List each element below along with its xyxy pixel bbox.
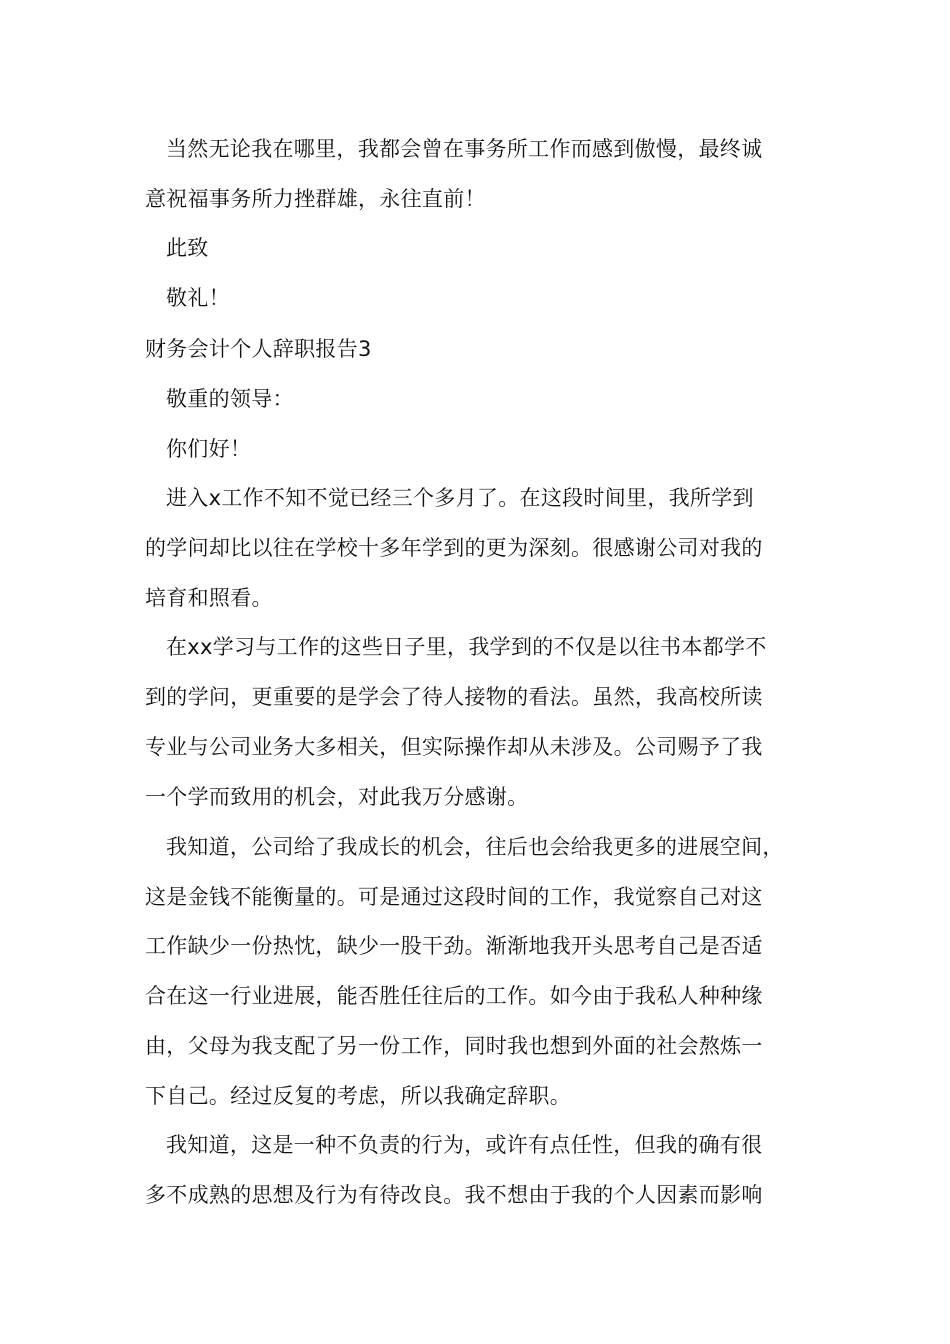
closing-salutation: 此致 <box>166 236 209 260</box>
closing-salutation: 敬礼！ <box>166 286 230 310</box>
text-line: 培育和照看。 <box>145 586 273 610</box>
text-line: 下自己。经过反复的考虑，所以我确定辞职。 <box>145 1084 571 1108</box>
text-line: 合在这一行业进展，能否胜任往后的工作。如今由于我私人种种缘 <box>145 984 763 1008</box>
text-line: 的学问却比以往在学校十多年学到的更为深刻。很感谢公司对我的 <box>145 536 763 560</box>
text-line: 工作缺少一份热忱，缺少一股干劲。渐渐地我开头思考自己是否适 <box>145 934 763 958</box>
text-line: 意祝福事务所力挫群雄，永往直前！ <box>145 187 486 211</box>
text-line: 在xx学习与工作的这些日子里，我学到的不仅是以往书本都学不 <box>166 635 767 659</box>
text-line: 专业与公司业务大多相关，但实际操作却从未涉及。公司赐予了我 <box>145 735 763 759</box>
greeting: 你们好！ <box>166 437 252 461</box>
text-line: 一个学而致用的机会，对此我万分感谢。 <box>145 785 529 809</box>
text-line: 我知道，公司给了我成长的机会，往后也会给我更多的进展空间， <box>166 835 784 859</box>
text-line: 由，父母为我支配了另一份工作，同时我也想到外面的社会熬炼一 <box>145 1034 763 1058</box>
text-line: 多不成熟的思想及行为有待改良。我不想由于我的个人因素而影响 <box>145 1183 763 1207</box>
section-title: 财务会计个人辞职报告3 <box>145 337 372 361</box>
text-line: 这是金钱不能衡量的。可是通过这段时间的工作，我觉察自己对这 <box>145 885 763 909</box>
greeting: 敬重的领导： <box>166 387 294 411</box>
text-line: 进入x工作不知不觉已经三个多月了。在这段时间里，我所学到 <box>166 486 754 510</box>
text-line: 我知道，这是一种不负责的行为，或许有点任性，但我的确有很 <box>166 1133 763 1157</box>
text-line: 到的学问，更重要的是学会了待人接物的看法。虽然，我高校所读 <box>145 685 763 709</box>
text-line: 当然无论我在哪里，我都会曾在事务所工作而感到傲慢，最终诚 <box>166 137 763 161</box>
